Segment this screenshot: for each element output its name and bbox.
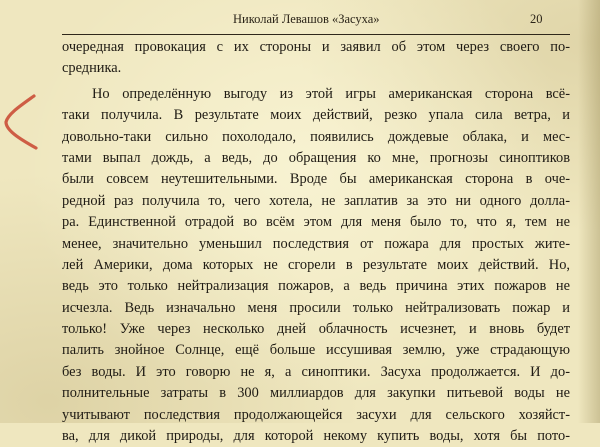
paragraph-2 — [62, 84, 570, 447]
body-text — [62, 37, 570, 447]
text-line: менее, значительно уменьшил последствия от пожара для простых жите- — [62, 235, 570, 252]
text-line: лей Америки, дома которых не сгорели в результате моих действий. Но, — [62, 256, 570, 273]
text-line: палить знойное Солнце, ещё больше иссушивая землю, уже страдающую — [62, 342, 570, 359]
text-line: редной раз получила то, чего хотела, не заплатив за это ни одного долла- — [62, 192, 570, 209]
text-line: учитывают последствия продолжающейся засухи для сельского хозяйст- — [62, 406, 570, 423]
paragraph-1 — [62, 37, 570, 80]
text-line: были совсем неутешительными. Вроде бы американская сторона в оче- — [62, 171, 570, 188]
text-line: полнительные затраты в 300 миллиардов для закупки питьевой воды не — [62, 385, 570, 402]
header-rule — [62, 34, 570, 35]
text-line: очередная провокация с их стороны и заявил об этом через своего по- — [62, 39, 570, 55]
text-line: таки получила. В результате моих действий, резко упала сила ветра, и — [62, 107, 570, 124]
text-line: без воды. И это говорю не я, а синоптики. Засуха продолжается. И до- — [62, 363, 570, 380]
page-header — [0, 12, 600, 32]
text-line: только! Уже через несколько дней облачность исчезнет, и вновь будет — [62, 321, 570, 338]
text-line: средника. — [62, 60, 122, 77]
red-margin-mark — [0, 92, 42, 152]
text-line: ведь это только нейтрализация пожаров, а ведь причина этих пожаров не — [62, 278, 570, 295]
text-line: довольно-таки сильно похолодало, появились дождевые облака, и мес- — [62, 128, 570, 145]
page-edge-shadow — [578, 0, 600, 423]
running-head: Николай Левашов «Засуха» — [233, 12, 380, 26]
page-number: 20 — [530, 12, 543, 26]
text-line: Но определённую выгоду из этой игры американская сторона всё- — [92, 85, 570, 102]
text-line: исчезла. Ведь изначально меня просили только нейтрализовать пожар и — [62, 299, 570, 316]
text-line: тами выпал дождь, а ведь, до обращения ко мне, прогнозы синоптиков — [62, 149, 570, 166]
text-line: ва, для дикой природы, для которой некому купить воды, хотя бы пото- — [62, 428, 570, 445]
text-line: ра. Единственной отрадой во всём этом для меня было то, что я, тем не — [62, 214, 570, 231]
